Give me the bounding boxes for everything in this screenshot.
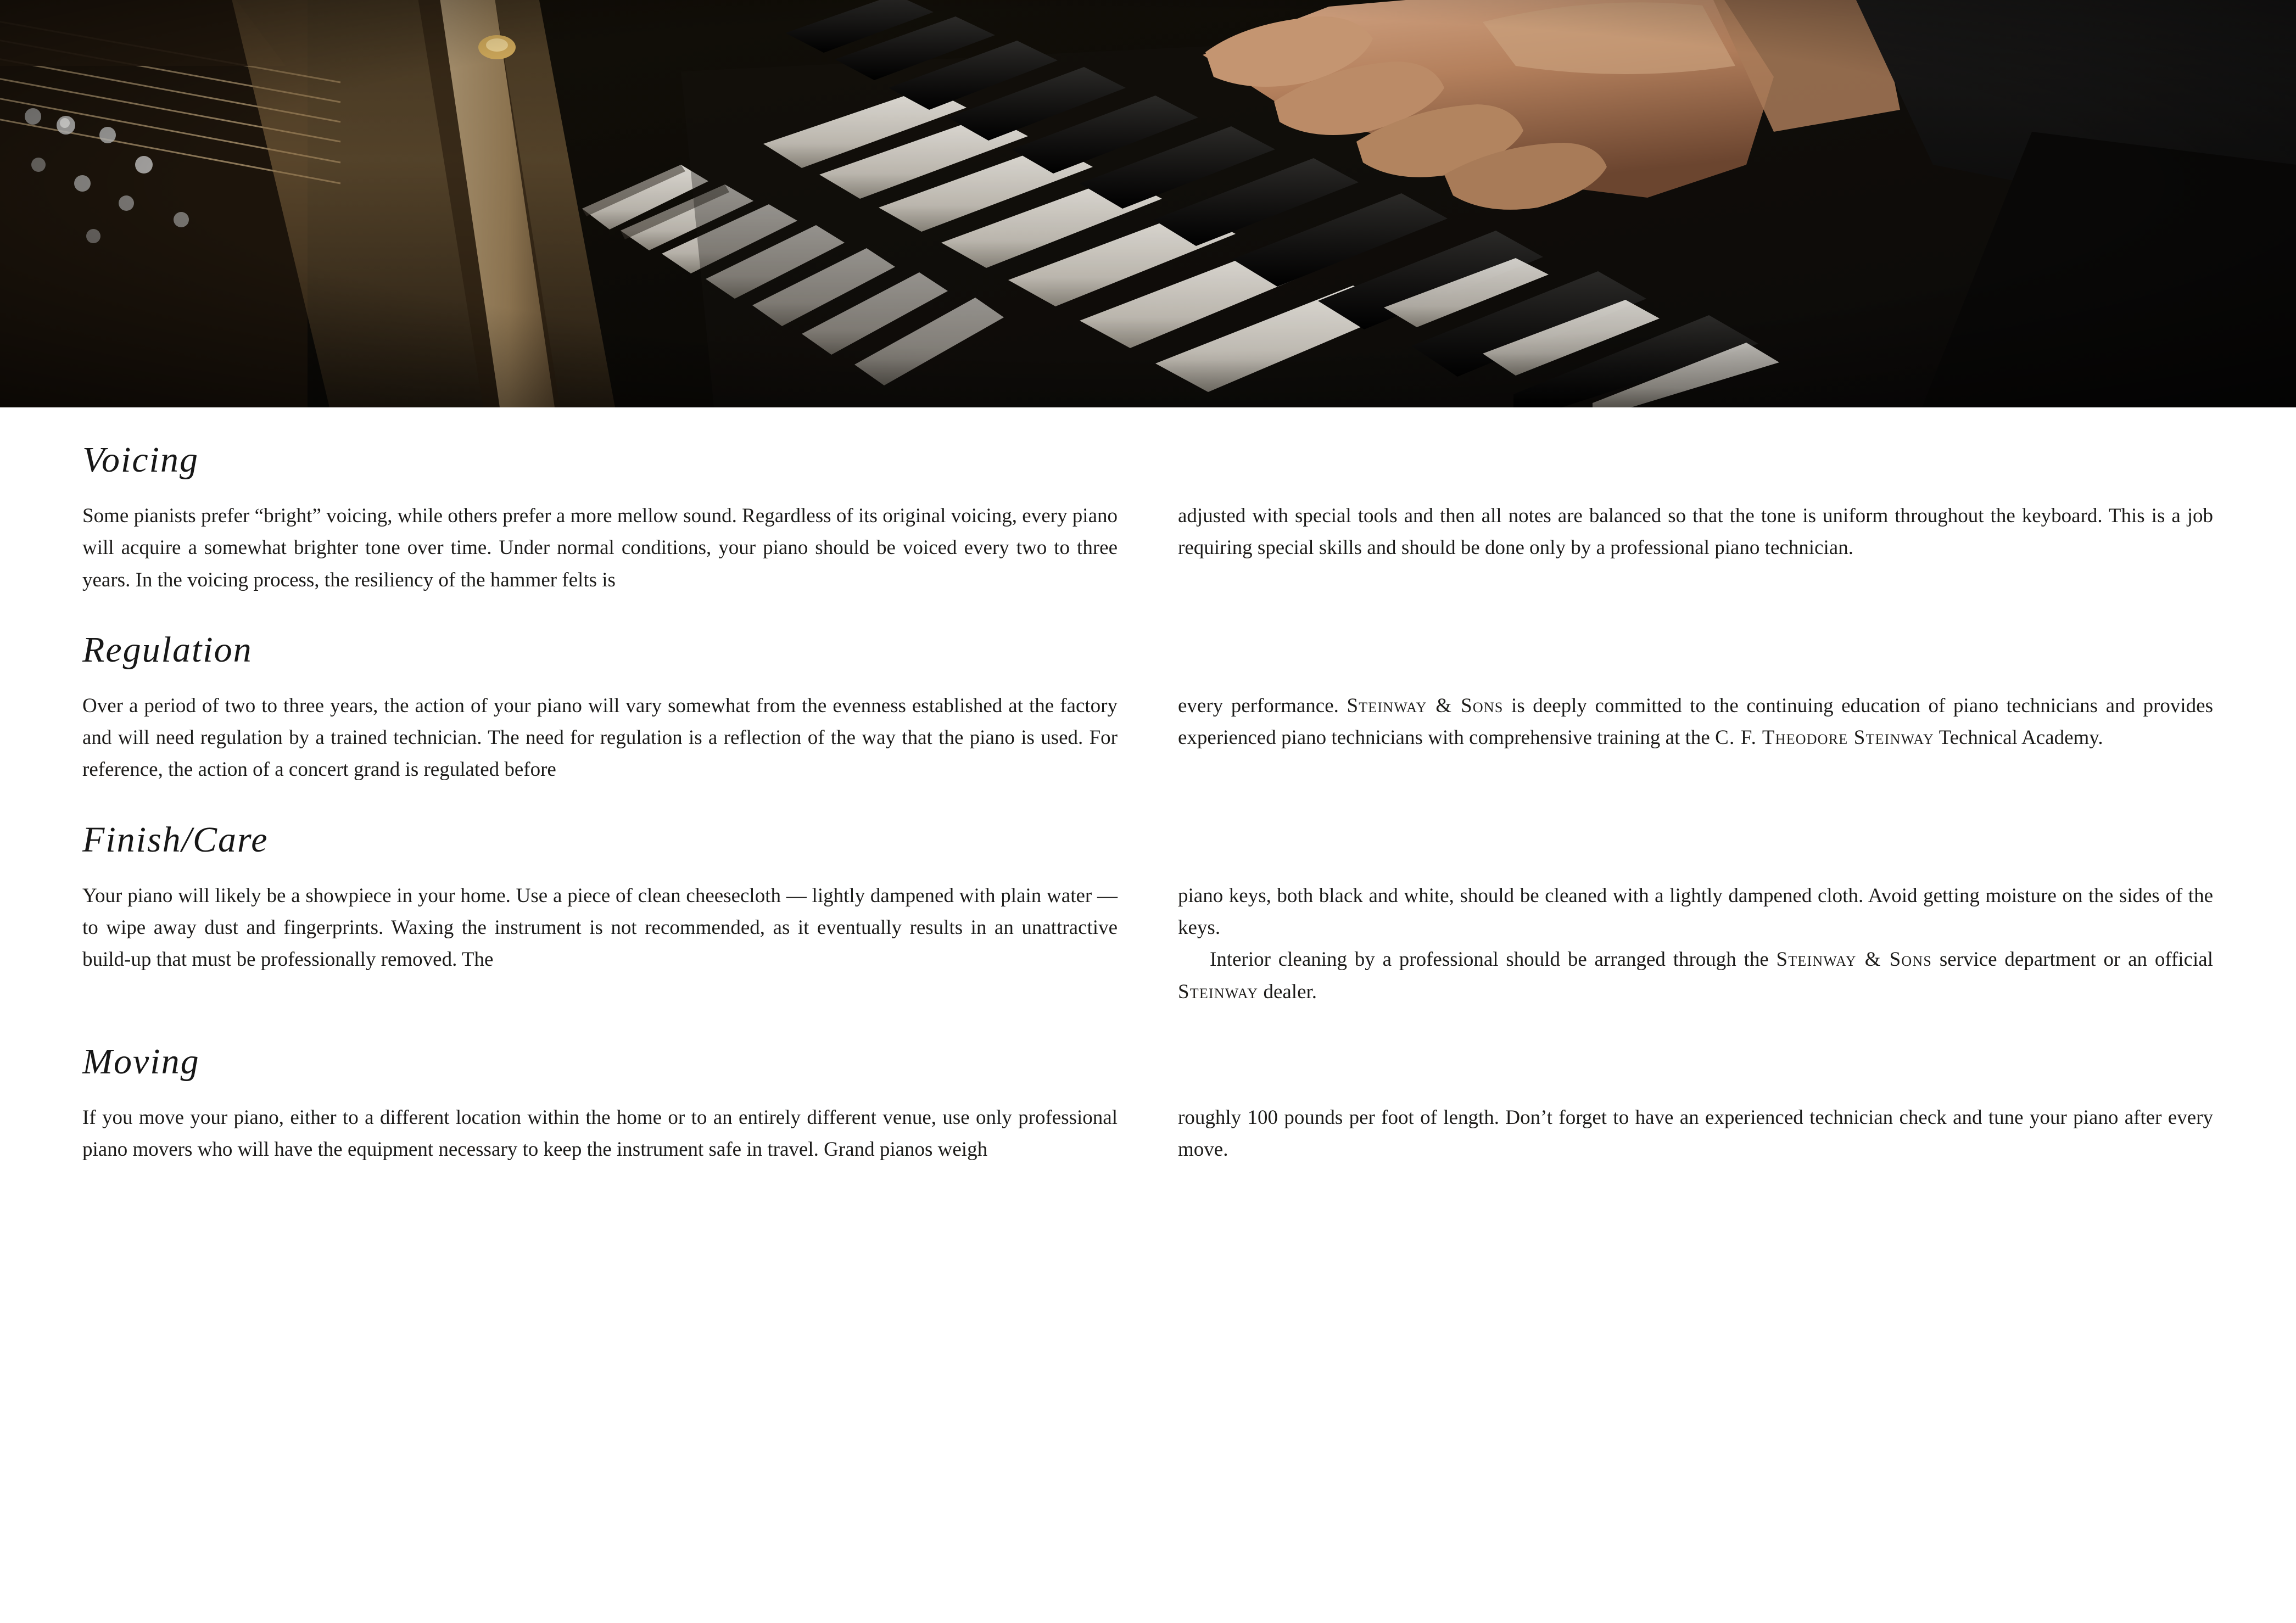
brand-steinway-and-sons: Steinway & Sons bbox=[1347, 694, 1504, 717]
brand-steinway-and-sons: Steinway & Sons bbox=[1776, 948, 1932, 971]
two-column-layout bbox=[82, 690, 2214, 786]
column-right bbox=[1178, 1102, 2213, 1166]
paragraph-voicing-right: adjusted with special tools and then all notes are balanced so that the tone is uniform throughout the keyboard. This is a job requiring special skills and should be done only by a professional piano technician. bbox=[1178, 504, 2213, 559]
section-moving bbox=[82, 1042, 2214, 1166]
column-left bbox=[82, 880, 1118, 1009]
brand-steinway: Steinway bbox=[1178, 980, 1259, 1003]
column-right bbox=[1178, 500, 2213, 596]
piano-photo-illustration bbox=[0, 0, 2296, 407]
article-body bbox=[0, 407, 2296, 1166]
column-left bbox=[82, 500, 1118, 596]
section-title-regulation: Regulation bbox=[82, 629, 253, 670]
section-regulation bbox=[82, 630, 2214, 786]
section-title-voicing: Voicing bbox=[82, 440, 199, 480]
section-voicing bbox=[82, 440, 2214, 596]
column-left bbox=[82, 1102, 1118, 1166]
section-title-moving: Moving bbox=[82, 1042, 200, 1082]
column-right bbox=[1178, 690, 2213, 786]
section-finish-care bbox=[82, 820, 2214, 1008]
section-title-finish-care: Finish/Care bbox=[82, 819, 269, 860]
two-column-layout bbox=[82, 1102, 2214, 1166]
text-run: dealer. bbox=[1258, 980, 1317, 1003]
paragraph-finish-care-left: Your piano will likely be a showpiece in your home. Use a piece of clean cheesecloth — lightly dampened with plain water — to wipe away dust and fingerprints. Waxing the instrument is not recommended, as it eventually results in an unattractive build-up that must be professionally removed. The bbox=[82, 884, 1118, 971]
column-left bbox=[82, 690, 1118, 786]
paragraph-regulation-right bbox=[1178, 690, 2213, 754]
text-run: Interior cleaning by a professional should be arranged through the bbox=[1210, 948, 1777, 971]
paragraph-finish-care-right-2 bbox=[1178, 944, 2213, 1008]
text-run: is deeply committed to the continuing education of piano technicians and provides experienced piano technicians with comprehensive training at the bbox=[1178, 694, 2213, 749]
paragraph-regulation-left: Over a period of two to three years, the action of your piano will vary somewhat from the evenness established at the factory and will need regulation by a trained technician. The need for regulation is a reflection of the way that the piano is used. For reference, the action of a concert grand is regulated before bbox=[82, 694, 1118, 781]
text-run: every performance. bbox=[1178, 694, 1347, 717]
paragraph-finish-care-right-1: piano keys, both black and white, should be cleaned with a lightly dampened cloth. Avoid getting moisture on the sides of the keys. bbox=[1178, 884, 2213, 939]
hero-image bbox=[0, 0, 2296, 407]
column-right bbox=[1178, 880, 2213, 1009]
text-run: service department or an official bbox=[1932, 948, 2213, 971]
brand-cf-theodore-steinway: C. F. Theodore Steinway bbox=[1715, 726, 1934, 749]
text-run: Technical Academy. bbox=[1934, 726, 2103, 749]
two-column-layout bbox=[82, 500, 2214, 596]
two-column-layout bbox=[82, 880, 2214, 1009]
paragraph-moving-left: If you move your piano, either to a different location within the home or to an entirely different venue, use only professional piano movers who will have the equipment necessary to keep the instrument safe in travel. Grand pianos weigh bbox=[82, 1106, 1118, 1161]
paragraph-voicing-left: Some pianists prefer “bright” voicing, while others prefer a more mellow sound. Regardless of its original voicing, every piano will acquire a somewhat brighter tone over time. Under normal conditions, your piano should be voiced every two to three years. In the voicing process, the resiliency of the hammer felts is bbox=[82, 504, 1118, 591]
paragraph-moving-right: roughly 100 pounds per foot of length. Don’t forget to have an experienced technician check and tune your piano after every move. bbox=[1178, 1106, 2213, 1161]
